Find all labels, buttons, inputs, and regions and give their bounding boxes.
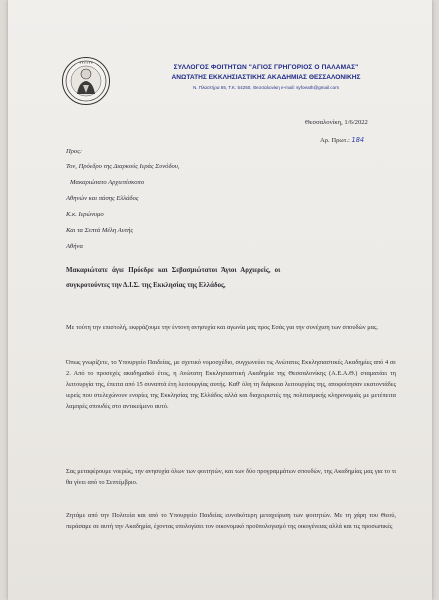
protocol-label: Αρ. Πρωτ.: bbox=[320, 137, 350, 144]
paragraph: Με τούτη την επιστολή, εκφράζουμε την έντονη ανησυχία και αγωνία μας προς Εσάς για την συνέχιση των σπουδών μας. bbox=[66, 324, 379, 331]
organization-name: ΣΥΛΛΟΓΟΣ ΦΟΙΤΗΤΩΝ "ΑΓΙΟΣ ΓΡΗΓΟΡΙΟΣ Ο ΠΑΛΑΜΑΣ" bbox=[173, 64, 359, 71]
organization-header bbox=[116, 64, 416, 90]
svg-text:● ● ● ● ● ●: ● ● ● ● ● ● bbox=[79, 61, 93, 65]
recipient-line: Κ.κ. Ιερώνυμο bbox=[66, 211, 104, 218]
recipient-line: Μακαριώτατο Αρχιεπίσκοπο bbox=[70, 179, 145, 186]
letter-page bbox=[8, 0, 432, 600]
organization-address: Ν. Πλαστήρα 65, Τ.Κ. 54250, Θεσσαλονίκη e-mail: syfoeath@gmail.com bbox=[192, 85, 340, 90]
paragraph: Όπως γνωρίζετε, το Υπουργείο Παιδείας, με σχετικό νομοσχέδιο, συγχωνεύει τις Ανώτατες Εκκλησιαστικές Ακαδημίες από 4 σε 2. Από το προσεχές ακαδημαϊκό έτος, η Ανώτατη Εκκλησιαστική Ακαδημία της Θεσσαλονίκης (Α.Ε.Α.Θ.) σταματάει τη λειτουργία της, έπειτα από 15 συναπτά έτη λειτουργίας αυτής. Καθ' όλη τη διάρκεια λειτουργίας της, αποφοίτησαν εκατοντάδες ιερείς που στελεχώνουν ενορίες της Εκκλησίας της Ελλάδος αλλά και διαχειριστές της πολιτισμικής κληρονομιάς με μετέπειτα λαμπρές σπουδές στο αντικείμενο αυτό. bbox=[66, 359, 396, 410]
recipient-line: Τον, Πρόεδρο της Διαρκούς Ιεράς Συνόδου, bbox=[66, 163, 180, 170]
recipient-line: Αθήνα bbox=[66, 243, 83, 250]
salutation-line: Μακαριώτατε άγιε Πρόεδρε και Σεβασμιώτατοι Άγιοι Αρχιερείς, οι bbox=[66, 267, 281, 274]
association-seal-logo bbox=[62, 57, 110, 105]
recipient-line: Και τα Σεπτά Μέλη Αυτής bbox=[66, 227, 134, 234]
organization-subtitle: ΑΝΩΤΑΤΗΣ ΕΚΚΛΗΣΙΑΣΤΙΚΗΣ ΑΚΑΔΗΜΙΑΣ ΘΕΣΣΑΛΟΝΙΚΗΣ bbox=[171, 74, 361, 81]
letter-date: Θεσσαλονίκη, 1/6/2022 bbox=[305, 119, 368, 126]
protocol-number: 184 bbox=[351, 136, 365, 144]
salutation-line: συγκροτούντες την Δ.Ι.Σ. της Εκκλησίας της Ελλάδος, bbox=[66, 282, 226, 289]
protocol-number-row bbox=[320, 137, 364, 145]
recipients-heading: Προς: bbox=[66, 148, 83, 155]
paragraph: Ζητάμε από την Πολιτεία και από το Υπουργείο Παιδείας ευνοϊκότερη μεταχείριση των φοιτητών. Με τη χάρη του Θεού, περάσαμε σε αυτή την Ακαδημία, έχοντας υπολογίσει τον οικονομικό προϋπολογισμό της οικογένειας αλλά και τις προσωπικές bbox=[66, 512, 396, 530]
paragraph: Σας μεταφέρουμε νοερώς, την ανησυχία όλων των φοιτητών, και των δύο προγραμμάτων σπουδών, της Ακαδημίας μας για το τι θα γίνει από το Σεπτέμβριο. bbox=[66, 468, 396, 486]
recipient-line: Αθηνών και πάσης Ελλάδος bbox=[66, 195, 139, 202]
